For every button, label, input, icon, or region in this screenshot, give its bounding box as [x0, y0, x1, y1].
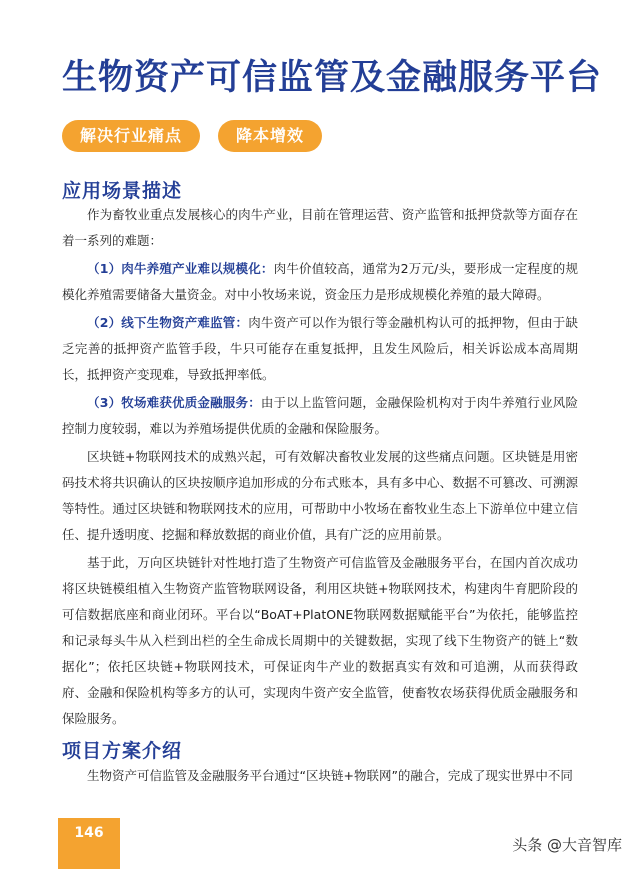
scenario-body	[62, 202, 578, 734]
scenario-intro: 作为畜牧业重点发展核心的肉牛产业，目前在管理运营、资产监管和抵押贷款等方面存在着一系列的难题：	[62, 207, 578, 248]
section-heading-solution: 项目方案介绍	[62, 740, 183, 762]
tag-cost-efficiency: 降本增效	[218, 120, 322, 152]
point-1-label: （1）肉牛养殖产业难以规模化：	[87, 261, 274, 276]
point-1-text: 肉牛价值较高，通常为2万元/头，要形成一定程度的规模化养殖需要储备大量资金。对中小牧场来说，资金压力是形成规模化养殖的最大障碍。	[62, 261, 578, 302]
paragraph-tech: 区块链+物联网技术的成熟兴起，可有效解决畜牧业发展的这些痛点问题。区块链是用密码技术将共识确认的区块按顺序追加形成的分布式账本，具有多中心、数据不可篡改、可溯源等特性。通过区块链和物联网技术的应用，可帮助中小牧场在畜牧业生态上下游单位中建立信任、提升透明度、挖掘和释放数据的商业价值，具有广泛的应用前景。	[62, 449, 578, 542]
section-heading-scenario: 应用场景描述	[62, 180, 183, 202]
point-3	[62, 390, 578, 442]
point-2-text: 肉牛资产可以作为银行等金融机构认可的抵押物，但由于缺乏完善的抵押资产监管手段，牛只可能存在重复抵押，且发生风险后，相关诉讼成本高周期长，抵押资产变现难，导致抵押率低。	[62, 315, 578, 382]
page-number: 146	[58, 818, 120, 869]
point-3-label: （3）牧场难获优质金融服务：	[87, 395, 261, 410]
solution-body	[62, 763, 578, 791]
point-2	[62, 310, 578, 388]
point-3-text: 由于以上监管问题，金融保险机构对于肉牛养殖行业风险控制力度较弱，难以为养殖场提供优质的金融和保险服务。	[62, 395, 578, 436]
point-2-label: （2）线下生物资产难监管：	[87, 315, 249, 330]
tag-pain-points: 解决行业痛点	[62, 120, 200, 152]
solution-intro: 生物资产可信监管及金融服务平台通过“区块链+物联网”的融合，完成了现实世界中不同	[87, 768, 573, 783]
watermark: 头条 @大音智库	[512, 836, 622, 854]
paragraph-platform: 基于此，万向区块链针对性地打造了生物资产可信监管及金融服务平台，在国内首次成功将区块链模组植入生物资产监管物联网设备，利用区块链+物联网技术，构建肉牛育肥阶段的可信数据底座和商业闭环。平台以“BoAT+PlatONE物联网数据赋能平台”为依托，能够监控和记录每头牛从入栏到出栏的全生命成长周期中的关键数据，实现了线下生物资产的链上“数据化”；依托区块链+物联网技术，可保证肉牛产业的数据真实有效和可追溯，从而获得政府、金融和保险机构等多方的认可，实现肉牛资产安全监管，使畜牧农场获得优质金融服务和保险服务。	[62, 555, 578, 726]
point-1	[62, 256, 578, 308]
tag-group	[62, 120, 322, 152]
page-title: 生物资产可信监管及金融服务平台	[62, 58, 603, 98]
